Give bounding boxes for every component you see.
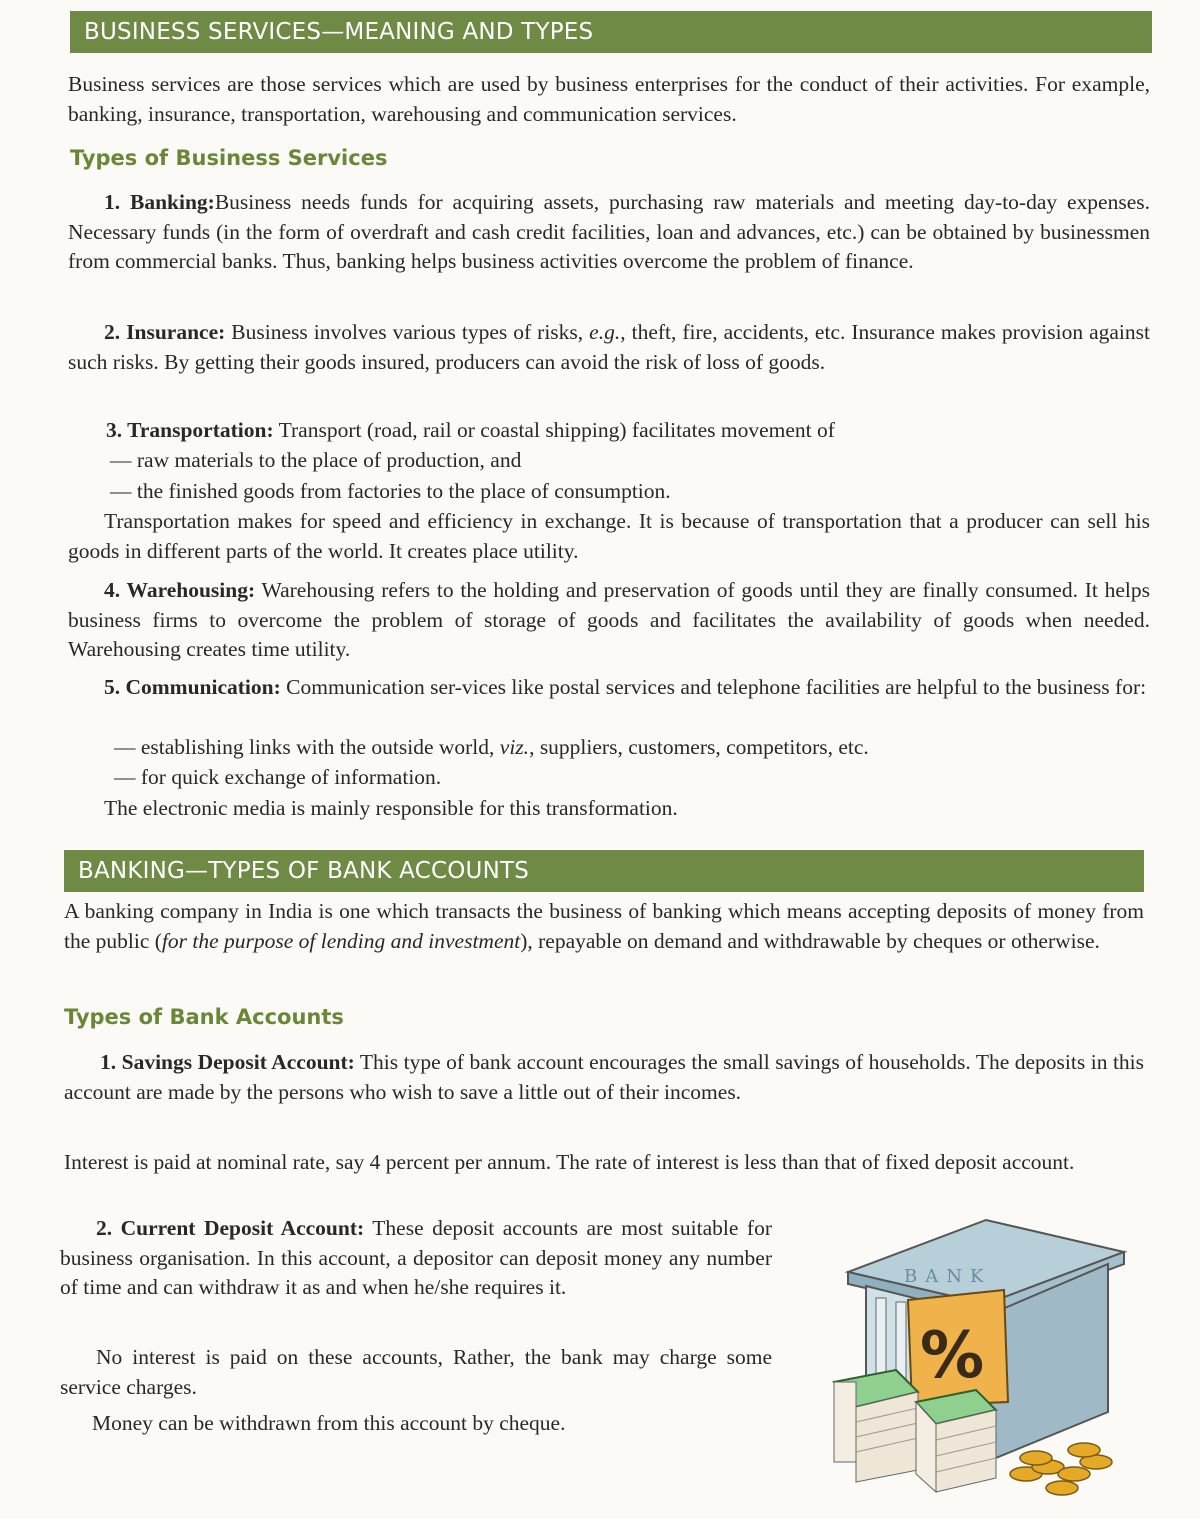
transportation-paragraph (106, 416, 835, 446)
insurance-text-a: Business involves various types of risks, (225, 320, 590, 344)
communication-bullet-links-b: , suppliers, customers, competitors, etc. (529, 735, 869, 759)
banking-intro-a: A banking company in India is one which transacts the business of banking which means accepting deposits of money from the public ( (64, 899, 1144, 953)
current-label: 2. Current Deposit Account: (96, 1216, 365, 1240)
business-services-intro: Business services are those services which are used by business enterprises for the conduct of their activities. For example, banking, insurance, transportation, warehousing and communication services. (68, 72, 1150, 126)
warehousing-text: Warehousing refers to the holding and preservation of goods until they are finally consumed. It helps business firms to overcome the problem of storage of goods and facilitates the availability of goods when needed. Warehousing creates time utility. (68, 578, 1150, 661)
transportation-closing: Transportation makes for speed and efficiency in exchange. It is because of transportation that a producer can sell his goods in different parts of the world. It creates place utility. (68, 509, 1150, 563)
transportation-bullet-finished-goods: — the finished goods from factories to the place of consumption. (110, 479, 671, 503)
communication-bullet-links (114, 733, 869, 763)
current-no-interest-paragraph: No interest is paid on these accounts, Rather, the bank may charge some service charges. (60, 1345, 772, 1399)
bank-illustration (826, 1212, 1146, 1502)
banking-text: Business needs funds for acquiring assets, purchasing raw materials and meeting day-to-day expenses. Necessary funds (in the form of overdraft and cash credit facilities, loan and advances, etc.) can be obtained by businessmen from commercial banks. Thus, banking helps business activities overcome the problem of finance. (68, 190, 1150, 273)
savings-label: 1. Savings Deposit Account: (100, 1050, 355, 1074)
current-text: These deposit accounts are most suitable for business organisation. In this account, a depositor can deposit money any number of time and can withdraw it as and when he/she requires it. (60, 1216, 772, 1299)
insurance-eg: e.g. (589, 320, 621, 344)
communication-paragraph (68, 673, 1150, 703)
warehousing-paragraph (68, 576, 1150, 665)
communication-bullet-links-a: — establishing links with the outside world, (114, 735, 500, 759)
communication-label: 5. Communication: (104, 675, 281, 699)
bank-sign-text: BANK (904, 1266, 992, 1287)
insurance-label: 2. Insurance: (104, 320, 226, 344)
communication-closing: The electronic media is mainly responsible for this transformation. (104, 796, 678, 820)
current-withdraw-line: Money can be withdrawn from this account by cheque. (92, 1411, 566, 1435)
coin-pile (1010, 1443, 1112, 1495)
banking-intro-b: ), repayable on demand and withdrawable by cheques or otherwise. (520, 928, 1100, 953)
money-stack-left (834, 1370, 918, 1482)
savings-account-paragraph (64, 1048, 1144, 1107)
types-of-bank-accounts-heading: Types of Bank Accounts (64, 1005, 344, 1029)
percent-symbol: % (920, 1319, 985, 1393)
savings-interest-paragraph: Interest is paid at nominal rate, say 4 percent per annum. The rate of interest is less than that of fixed deposit account. (64, 1150, 1075, 1174)
banking-paragraph (68, 188, 1150, 277)
insurance-text-b: , theft, fire, accidents, etc. Insurance makes provision against such risks. By getting their goods insured, producers can avoid the risk of loss of goods. (68, 320, 1150, 374)
communication-viz: viz. (499, 735, 530, 759)
money-stack-right (916, 1390, 996, 1492)
types-of-business-services-heading: Types of Business Services (70, 146, 388, 170)
communication-bullet-exchange: — for quick exchange of information. (114, 765, 442, 789)
insurance-paragraph (68, 318, 1150, 377)
communication-text: Communication ser-vices like postal services and telephone facilities are helpful to the business for: (280, 675, 1147, 699)
transportation-bullet-raw-materials: — raw materials to the place of production, and (110, 448, 522, 472)
section-heading-banking: BANKING—TYPES OF BANK ACCOUNTS (64, 850, 1144, 892)
transportation-text: Transport (road, rail or coastal shipping) facilitates movement of (273, 418, 835, 442)
banking-intro-italic: for the purpose of lending and investment (161, 928, 521, 953)
current-account-paragraph (60, 1214, 772, 1303)
warehousing-label: 4. Warehousing: (104, 578, 256, 602)
section-heading-business-services: BUSINESS SERVICES—MEANING AND TYPES (70, 11, 1152, 53)
banking-company-intro (64, 897, 1144, 956)
savings-text: This type of bank account encourages the small savings of households. The deposits in this account are made by the persons who wish to save a little out of their incomes. (64, 1050, 1145, 1104)
banking-label: 1. Banking: (104, 190, 215, 214)
transportation-label: 3. Transportation: (106, 418, 274, 442)
